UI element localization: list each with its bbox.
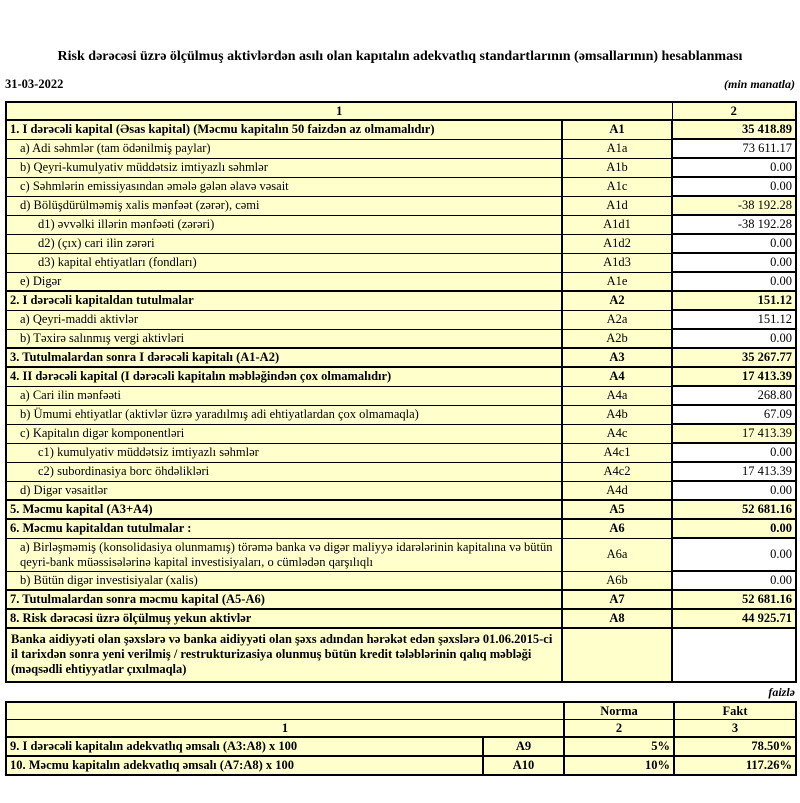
row-value: 44 925.71	[672, 609, 796, 628]
row-value: 73 611.17	[672, 139, 796, 158]
row-code: A1d3	[562, 253, 672, 272]
row-label: b) Ümumi ehtiyatlar (aktivlər üzrə yaradılmış adi ehtiyatlardan çox olmamaqla)	[6, 405, 562, 424]
row-value: 0.00	[672, 177, 796, 196]
row-fakt: 117.26%	[674, 756, 796, 775]
capital-row-A1a	[6, 139, 796, 158]
row-code: A9	[483, 737, 564, 756]
row-code: A1a	[562, 139, 672, 158]
capital-header-col2: 2	[672, 102, 796, 120]
row-value: 17 413.39	[672, 367, 796, 386]
capital-row-A1	[6, 120, 796, 139]
row-value: 151.12	[672, 310, 796, 329]
row-value: 0.00	[672, 158, 796, 177]
row-code: A8	[562, 609, 672, 628]
row-norma: 5%	[564, 737, 674, 756]
ratio-header-col3: 3	[674, 720, 796, 738]
row-label: e) Digər	[6, 272, 562, 291]
capital-row-A4c1	[6, 443, 796, 462]
row-label: a) Birləşməmiş (konsolidasiya olunmamış) törəmə banka və digər maliyyə idarələrinin kapitalına və bütün qeyri-bank müəssisələrinə kapital investisiyaları, o cümlədən qarşılıqlı	[6, 538, 562, 571]
row-label: d) Bölüşdürülməmiş xalis mənfəət (zərər), cəmi	[6, 196, 562, 215]
capital-row-A1d3	[6, 253, 796, 272]
ratio-table-body	[6, 737, 796, 775]
row-label: 5. Məcmu kapital (A3+A4)	[6, 500, 562, 519]
ratio-header-norma: Norma	[564, 702, 674, 720]
row-value: 0.00	[672, 272, 796, 291]
row-value: 0.00	[672, 234, 796, 253]
row-value: -38 192.28	[672, 196, 796, 215]
percent-note: faizlə	[768, 685, 795, 699]
row-value: 0.00	[672, 481, 796, 500]
capital-row-A1d	[6, 196, 796, 215]
row-code: A6	[562, 519, 672, 538]
capital-row-A4	[6, 367, 796, 386]
row-label: a) Adi səhmlər (tam ödənilmiş paylar)	[6, 139, 562, 158]
ratio-header-row-1	[6, 702, 796, 720]
row-code: A4c	[562, 424, 672, 443]
row-code: A4b	[562, 405, 672, 424]
capital-row-A1c	[6, 177, 796, 196]
capital-table-header-row	[6, 102, 796, 120]
row-code: A4a	[562, 386, 672, 405]
row-code: A4c2	[562, 462, 672, 481]
row-code: A7	[562, 590, 672, 609]
row-label: 10. Məcmu kapitalın adekvatlıq əmsalı (A7:A8) x 100	[6, 756, 483, 775]
row-code: A2b	[562, 329, 672, 348]
capital-row-A4b	[6, 405, 796, 424]
capital-row-A4c2	[6, 462, 796, 481]
ratio-table	[5, 701, 797, 776]
row-code: A1d	[562, 196, 672, 215]
row-code	[562, 628, 672, 682]
row-value: 0.00	[672, 443, 796, 462]
row-label: 6. Məcmu kapitaldan tutulmalar :	[6, 519, 562, 538]
meta-row	[5, 76, 795, 92]
row-code: A6a	[562, 538, 672, 571]
row-label: 4. II dərəcəli kapital (I dərəcəli kapitalın məbləğindən çox olmamalıdır)	[6, 367, 562, 386]
row-value: 0.00	[672, 519, 796, 538]
row-label: 9. I dərəcəli kapitalın adekvatlıq əmsalı (A3:A8) x 100	[6, 737, 483, 756]
capital-row-A4d	[6, 481, 796, 500]
row-value: 17 413.39	[672, 424, 796, 443]
row-label: b) Qeyri-kumulyativ müddətsiz imtiyazlı səhmlər	[6, 158, 562, 177]
capital-row-A6b	[6, 571, 796, 590]
capital-row-A6	[6, 519, 796, 538]
row-value: 67.09	[672, 405, 796, 424]
row-norma: 10%	[564, 756, 674, 775]
capital-header-col1: 1	[6, 102, 672, 120]
capital-row-A2	[6, 291, 796, 310]
capital-row-A5	[6, 500, 796, 519]
row-value: 0.00	[672, 253, 796, 272]
ratio-header-col2: 2	[564, 720, 674, 738]
row-value: 0.00	[672, 538, 796, 571]
row-code: A2a	[562, 310, 672, 329]
row-value: 268.80	[672, 386, 796, 405]
row-label: d3) kapital ehtiyatları (fondları)	[6, 253, 562, 272]
row-code: A1b	[562, 158, 672, 177]
row-value: 35 418.89	[672, 120, 796, 139]
report-page	[0, 46, 800, 776]
row-label: c) Səhmlərin emissiyasından əmələ gələn əlavə vəsait	[6, 177, 562, 196]
row-value: 0.00	[672, 329, 796, 348]
ratio-header-blank	[6, 702, 564, 720]
row-value: 52 681.16	[672, 590, 796, 609]
row-fakt: 78.50%	[674, 737, 796, 756]
row-label: 7. Tutulmalardan sonra məcmu kapital (A5-A6)	[6, 590, 562, 609]
row-code: A6b	[562, 571, 672, 590]
capital-row-A2a	[6, 310, 796, 329]
row-code: A3	[562, 348, 672, 367]
row-label: c2) subordinasiya borc öhdəlikləri	[6, 462, 562, 481]
row-value	[672, 628, 796, 682]
row-label: a) Cari ilin mənfəəti	[6, 386, 562, 405]
capital-row-A3	[6, 348, 796, 367]
row-code: A4c1	[562, 443, 672, 462]
row-value: 52 681.16	[672, 500, 796, 519]
row-label: Banka aidiyyəti olan şəxslərə və banka aidiyyəti olan şəxs adından hərəkət edən şəxslərə 01.06.2015-ci il tarixdən sonra yeni verilmiş / restrukturizasiya olunmuş bütün kredit tələblərinin qalıq məbləği (məqsədli ehtiyyatlar çıxılmaqla)	[6, 628, 562, 682]
row-value: 0.00	[672, 571, 796, 590]
row-code: A1d2	[562, 234, 672, 253]
row-label: 1. I dərəcəli kapital (Əsas kapital) (Məcmu kapitalın 50 faizdən az olmamalıdır)	[6, 120, 562, 139]
report-date: 31-03-2022	[5, 77, 64, 91]
capital-row-A4c	[6, 424, 796, 443]
row-value: 151.12	[672, 291, 796, 310]
row-code: A4	[562, 367, 672, 386]
ratio-row-A9	[6, 737, 796, 756]
row-label: d2) (çıx) cari ilin zərəri	[6, 234, 562, 253]
row-label: a) Qeyri-maddi aktivlər	[6, 310, 562, 329]
row-code: A5	[562, 500, 672, 519]
row-label: d) Digər vəsaitlər	[6, 481, 562, 500]
page-title: Risk dərəcəsi üzrə ölçülmuş aktivlərdən asılı olan kapıtalın adekvatlıq standartlarının (əmsallarının) hesablanması	[57, 49, 743, 64]
unit-note: (min manatla)	[723, 77, 795, 91]
capital-row-A1d1	[6, 215, 796, 234]
capital-table-body	[6, 120, 796, 682]
row-value: 17 413.39	[672, 462, 796, 481]
capital-row-A1b	[6, 158, 796, 177]
row-label: d1) əvvəlki illərin mənfəəti (zərəri)	[6, 215, 562, 234]
capital-row-A6a	[6, 538, 796, 571]
row-code: A4d	[562, 481, 672, 500]
capital-table	[5, 101, 797, 683]
capital-row-A1d2	[6, 234, 796, 253]
row-code: A1e	[562, 272, 672, 291]
row-label: 2. I dərəcəli kapitaldan tutulmalar	[6, 291, 562, 310]
row-code: A2	[562, 291, 672, 310]
capital-row-A2b	[6, 329, 796, 348]
row-value: -38 192.28	[672, 215, 796, 234]
row-code: A1c	[562, 177, 672, 196]
capital-row-note	[6, 628, 796, 682]
ratio-row-A10	[6, 756, 796, 775]
row-label: 3. Tutulmalardan sonra I dərəcəli kapitalı (A1-A2)	[6, 348, 562, 367]
row-label: b) Bütün digər investisiyalar (xalis)	[6, 571, 562, 590]
ratio-header-col1: 1	[6, 720, 564, 738]
row-value: 35 267.77	[672, 348, 796, 367]
row-code: A1	[562, 120, 672, 139]
row-label: 8. Risk dərəcəsi üzrə ölçülmuş yekun aktivlər	[6, 609, 562, 628]
ratio-header-row-2	[6, 720, 796, 738]
capital-row-A1e	[6, 272, 796, 291]
row-label: c1) kumulyativ müddətsiz imtiyazlı səhmlər	[6, 443, 562, 462]
row-code: A10	[483, 756, 564, 775]
row-code: A1d1	[562, 215, 672, 234]
row-label: b) Təxirə salınmış vergi aktivləri	[6, 329, 562, 348]
ratio-header-fakt: Fakt	[674, 702, 796, 720]
capital-row-A8	[6, 609, 796, 628]
row-label: c) Kapitalın digər komponentləri	[6, 424, 562, 443]
capital-row-A7	[6, 590, 796, 609]
capital-row-A4a	[6, 386, 796, 405]
